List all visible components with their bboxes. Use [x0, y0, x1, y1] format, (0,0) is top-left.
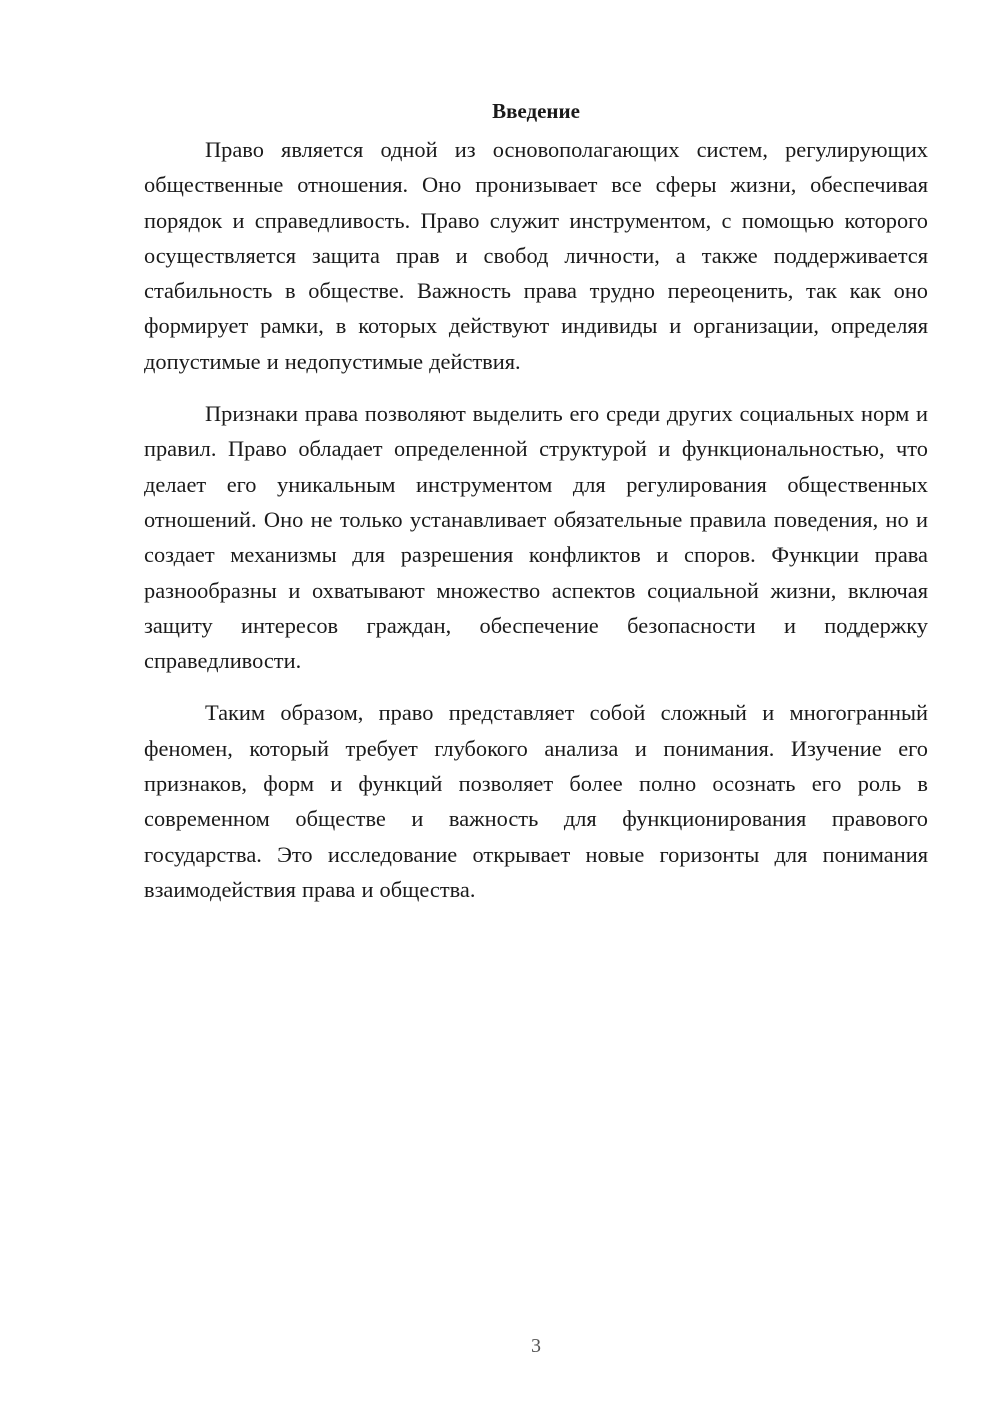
paragraph-features: Признаки права позволяют выделить его среди других социальных норм и правил. Право обладает определенной структурой и функциональностью, что делает его уникальным инструментом для регулирования общественных отношений. Оно не только устанавливает обязательные правила поведения, но и создает механизмы для разрешения конфликтов и споров. Функции права разнообразны и охватывают множество аспектов социальной жизни, включая защиту интересов граждан, обеспечение безопасности и поддержку справедливости. [144, 401, 928, 674]
section-heading: Введение [492, 99, 580, 123]
paragraph-conclusion: Таким образом, право представляет собой сложный и многогранный феномен, который требует глубокого анализа и понимания. Изучение его признаков, форм и функций позволяет более полно осознать его роль в современном обществе и важность для функционирования правового государства. Это исследование открывает новые горизонты для понимания взаимодействия права и общества. [144, 700, 928, 902]
paragraph-introduction: Право является одной из основополагающих систем, регулирующих общественные отношения. Оно пронизывает все сферы жизни, обеспечивая порядок и справедливость. Право служит инструментом, с помощью которого осуществляется защита прав и свобод личности, а также поддерживается стабильность в обществе. Важность права трудно переоценить, так как оно формирует рамки, в которых действуют индивиды и организации, определяя допустимые и недопустимые действия. [144, 137, 928, 374]
page-number: 3 [531, 1335, 541, 1357]
page-content [144, 96, 928, 907]
